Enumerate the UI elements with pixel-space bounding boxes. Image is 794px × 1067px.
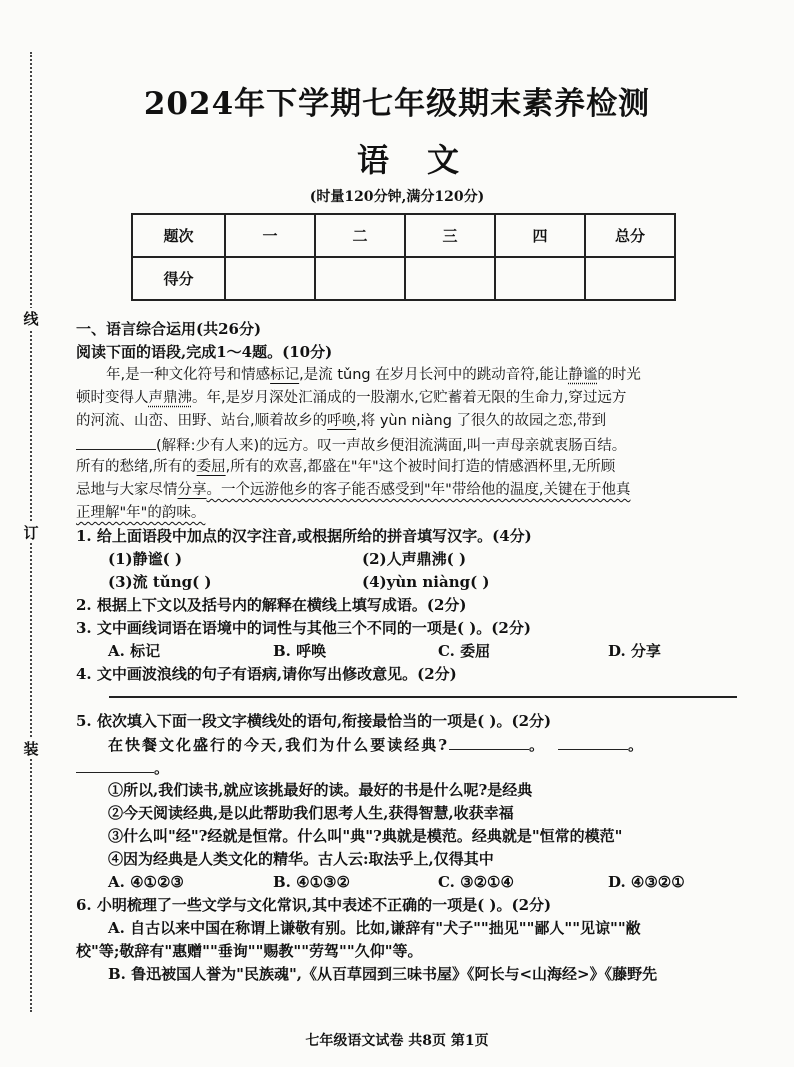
question-5-item: ①所以,我们读书,就应该挑最好的读。最好的书是什么呢?是经典: [108, 780, 533, 799]
exam-meta: (时量120分钟,满分120分): [309, 189, 485, 205]
binding-mark-xian: 线: [23, 310, 39, 328]
underlined-word-huhuan: 呼唤: [327, 413, 357, 429]
score-cell[interactable]: [495, 257, 585, 300]
question-4-stem: 4. 文中画波浪线的句子有语病,请你写出修改意见。(2分): [76, 665, 457, 683]
score-table-score-row: [132, 257, 675, 300]
underlined-word-biaoji: 标记: [270, 367, 300, 383]
question-2-stem: 2. 根据上下文以及括号内的解释在横线上填写成语。(2分): [76, 596, 467, 614]
question-5-item: ④因为经典是人类文化的精华。古人云:取法乎上,仅得其中: [108, 849, 494, 868]
question-5-item: ②今天阅读经典,是以此帮助我们思考人生,获得智慧,收获幸福: [108, 803, 514, 822]
question-1-stem: 1. 给上面语段中加点的汉字注音,或根据所给的拼音填写汉字。(4分): [76, 527, 532, 545]
score-table-header-row: [132, 214, 675, 257]
score-table-header-cell: 总分: [585, 214, 675, 257]
option-c[interactable]: C. ③②①④: [438, 872, 514, 891]
question-6-option-a-cont: 校"等;敬辞有"惠赠""垂询""赐教""劳驾""久仰"等。: [76, 941, 423, 960]
passage-line: (解释:少有人来)的远方。叹一声故乡便泪流满面,叫一声母亲就衷肠百结。: [76, 433, 756, 456]
score-cell[interactable]: [225, 257, 315, 300]
question-5-item: ③什么叫"经"?经就是恒常。什么叫"典"?典就是模范。经典就是"恒常的模范": [108, 826, 623, 845]
question-5-lead-cont: 。: [76, 756, 756, 779]
question-5-stem: 5. 依次填入下面一段文字横线处的语句,衔接最恰当的一项是( )。(2分): [76, 711, 552, 730]
section-heading: 一、语言综合运用(共26分): [76, 320, 262, 338]
question-3-options: [76, 640, 756, 663]
binding-mark-zhuang: 装: [23, 740, 39, 758]
option-d[interactable]: D. 分享: [608, 642, 661, 660]
score-cell[interactable]: [315, 257, 405, 300]
wavy-sentence: 。一个远游他乡的客子能否感受到"年"带给他的温度,关键在于他真: [206, 482, 631, 498]
option-d[interactable]: D. ④③②①: [608, 872, 685, 891]
question-1-item-b[interactable]: (2)人声鼎沸( ): [362, 550, 467, 568]
q5-blank-1[interactable]: [449, 733, 529, 750]
score-table-header-cell: 四: [495, 214, 585, 257]
exam-content: [76, 318, 756, 986]
question-1-item-a[interactable]: (1)静谧( ): [108, 550, 183, 568]
question-5-options: [76, 871, 756, 894]
score-table-header-cell: 题次: [132, 214, 225, 257]
page-footer: 七年级语文试卷 共8页 第1页: [305, 1033, 489, 1049]
question-1-row: [76, 571, 756, 594]
binding-mark-ding: 订: [23, 524, 39, 542]
underlined-word-weiqu: 委屈: [196, 459, 226, 475]
question-1-row: [76, 548, 756, 571]
q5-blank-3[interactable]: [76, 756, 154, 773]
question-6-stem: 6. 小明梳理了一些文学与文化常识,其中表述不正确的一项是( )。(2分): [76, 895, 552, 914]
passage-line: 年,是一种文化符号和情感标记,是流 tǔng 在岁月长河中的跳动音符,能让静谧的时光: [106, 367, 641, 383]
dotted-word-jingmi: 静谧: [568, 367, 598, 383]
question-4-answer-line[interactable]: [109, 696, 737, 698]
question-6-option-a[interactable]: A. 自古以来中国在称谓上谦敬有别。比如,谦辞有"犬子""拙见""鄙人""见谅""敝: [108, 918, 641, 937]
score-table-row-label: 得分: [132, 257, 225, 300]
q5-blank-2[interactable]: [558, 733, 628, 750]
score-table-header-cell: 三: [405, 214, 495, 257]
option-a[interactable]: A. 标记: [108, 642, 161, 660]
question-5-lead: 在快餐文化盛行的今天,我们为什么要读经典? 。 。: [76, 733, 756, 756]
option-a[interactable]: A. ④①②③: [108, 872, 184, 891]
option-c[interactable]: C. 委屈: [438, 642, 491, 660]
score-table-header-cell: 二: [315, 214, 405, 257]
passage-line: 的河流、山峦、田野、站台,顺着故乡的呼唤,将 yùn niàng 了很久的故园之恋,带到: [76, 413, 607, 429]
score-table-header-cell: 一: [225, 214, 315, 257]
passage-line: [76, 502, 756, 525]
wavy-sentence-end: 正理解"年"的韵味。: [76, 505, 206, 521]
score-cell[interactable]: [405, 257, 495, 300]
dotted-word-shengdingfei: 声鼎沸: [148, 390, 192, 406]
idiom-blank[interactable]: [76, 433, 156, 450]
passage-line: 所有的愁绪,所有的委屈,所有的欢喜,都盛在"年"这个被时间打造的情感酒杯里,无所顾: [76, 459, 616, 475]
underlined-word-fenxiang: 分享: [177, 482, 207, 498]
score-cell[interactable]: [585, 257, 675, 300]
question-1-item-c[interactable]: (3)流 tǔng( ): [108, 573, 212, 591]
question-1-item-d[interactable]: (4)yùn niàng( ): [362, 573, 490, 591]
score-table: [131, 213, 676, 301]
section-intro: 阅读下面的语段,完成1～4题。(10分): [76, 343, 333, 361]
option-b[interactable]: B. 呼唤: [273, 642, 327, 660]
exam-title: 2024年下学期七年级期末素养检测: [143, 86, 651, 122]
passage-line: 忌地与大家尽情分享。一个远游他乡的客子能否感受到"年"带给他的温度,关键在于他真: [76, 482, 631, 498]
passage-line: 顿时变得人声鼎沸。年,是岁月深处汇涌成的一股潮水,它贮蓄着无限的生命力,穿过远方: [76, 390, 627, 406]
exam-subject: 语文: [356, 141, 497, 179]
question-6-option-b[interactable]: B. 鲁迅被国人誉为"民族魂",《从百草园到三味书屋》《阿长与<山海经>》《藤野先: [108, 964, 658, 983]
question-3-stem: 3. 文中画线词语在语境中的词性与其他三个不同的一项是( )。(2分): [76, 619, 531, 637]
option-b[interactable]: B. ④①③②: [273, 872, 350, 891]
